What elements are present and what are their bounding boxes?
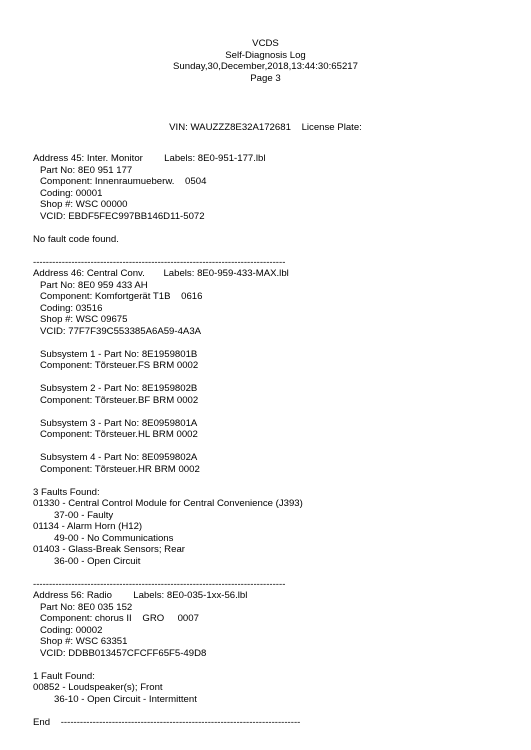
log-header	[0, 38, 531, 84]
subsystem-part: Subsystem 4 - Part No: 8E0959802A	[40, 452, 198, 463]
vcid: VCID: EBDF5FEC997BB146D11-5072	[40, 210, 205, 222]
separator: -------------------------------------------------------------------------------	[33, 256, 286, 268]
component: Component: chorus II GRO 0007	[40, 613, 199, 624]
address-line: Address 46: Central Conv. Labels: 8E0-959-433-MAX.lbl	[33, 268, 289, 279]
fault-status: 37-00 - Faulty	[54, 509, 114, 521]
module-section	[33, 257, 513, 579]
fault-status: 36-00 - Open Circuit	[54, 555, 141, 567]
fault-code: 01403 - Glass-Break Sensors; Rear	[33, 544, 185, 555]
coding: Coding: 00002	[40, 624, 103, 636]
log-body	[33, 153, 513, 728]
fault-status: 49-00 - No Communications	[54, 532, 174, 544]
subsystem-component: Component: Tõrsteuer.FS BRM 0002	[40, 360, 199, 371]
faults-header: 3 Faults Found:	[33, 486, 100, 498]
page-number: Page 3	[250, 72, 281, 84]
part-number: Part No: 8E0 035 152	[40, 601, 133, 613]
component: Component: Innenraumueberw. 0504	[40, 176, 207, 187]
separator: -------------------------------------------------------------------------------	[33, 578, 286, 590]
log-datetime: Sunday,30,December,2018,13:44:30:65217	[173, 61, 358, 72]
address-line: Address 56: Radio Labels: 8E0-035-1xx-56.lbl	[33, 590, 248, 601]
coding: Coding: 00001	[40, 187, 103, 199]
fault-code: 01330 - Central Control Module for Central Convenience (J393)	[33, 498, 303, 509]
fault-code: 01134 - Alarm Horn (H12)	[33, 521, 143, 532]
shop-number: Shop #: WSC 00000	[40, 199, 128, 210]
fault-code: 00852 - Loudspeaker(s); Front	[33, 682, 163, 693]
log-title: Self-Diagnosis Log	[225, 49, 306, 61]
part-number: Part No: 8E0 959 433 AH	[40, 279, 148, 291]
faults-header: 1 Fault Found:	[33, 670, 95, 682]
vin-line: VIN: WAUZZZ8E32A172681 License Plate:	[169, 122, 362, 133]
subsystem-component: Component: Tõrsteuer.BF BRM 0002	[40, 394, 199, 406]
end-marker: End ---------------------------------------------------------------------------	[33, 716, 301, 728]
module-section	[33, 579, 513, 717]
app-name: VCDS	[252, 38, 279, 49]
address-line: Address 45: Inter. Monitor Labels: 8E0-951-177.lbl	[33, 153, 266, 164]
coding: Coding: 03516	[40, 302, 103, 314]
no-fault-text: No fault code found.	[33, 233, 119, 245]
part-number: Part No: 8E0 951 177	[40, 164, 133, 176]
vcid: VCID: 77F7F39C553385A6A59-4A3A	[40, 325, 202, 337]
subsystem-part: Subsystem 3 - Part No: 8E0959801A	[40, 417, 198, 429]
component: Component: Komfortgerät T1B 0616	[40, 291, 203, 302]
subsystem-component: Component: Tõrsteuer.HL BRM 0002	[40, 429, 198, 440]
vcid: VCID: DDBB013457CFCFF65F5-49D8	[40, 647, 207, 659]
shop-number: Shop #: WSC 63351	[40, 636, 128, 647]
module-section	[33, 153, 513, 257]
subsystem-part: Subsystem 1 - Part No: 8E1959801B	[40, 348, 198, 360]
subsystem-component: Component: Tõrsteuer.HR BRM 0002	[40, 463, 200, 475]
shop-number: Shop #: WSC 09675	[40, 314, 128, 325]
fault-status: 36-10 - Open Circuit - Intermittent	[54, 693, 197, 705]
subsystem-part: Subsystem 2 - Part No: 8E1959802B	[40, 383, 198, 394]
